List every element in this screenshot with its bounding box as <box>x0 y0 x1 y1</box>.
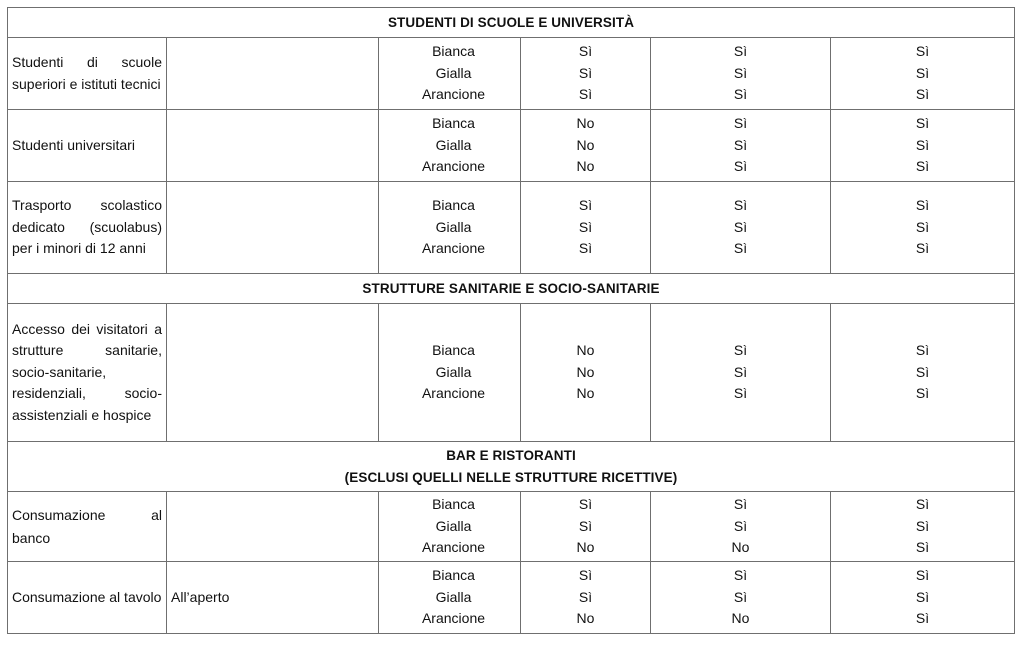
value-text: Sì <box>578 64 593 81</box>
zone-color-label: Gialla <box>435 218 472 235</box>
value-text: No <box>576 363 595 380</box>
zone-cell <box>379 110 521 182</box>
section-title <box>8 274 1015 304</box>
zone-color-label: Gialla <box>435 363 472 380</box>
value-cell <box>831 492 1015 562</box>
row-label: Consumazione al tavolo <box>8 562 167 634</box>
value-text: Sì <box>915 197 930 214</box>
value-text: Sì <box>915 385 930 402</box>
zone-color-label: Bianca <box>432 115 475 132</box>
value-text: No <box>576 115 595 132</box>
row-label: Trasporto scolastico dedicato (scuolabus) per i minori di 12 anni <box>8 182 167 274</box>
value-cell <box>831 110 1015 182</box>
zone-color-label: Gialla <box>435 588 472 605</box>
value-text: Sì <box>915 64 930 81</box>
section-title-line: BAR E RISTORANTI <box>446 448 576 463</box>
value-text: Sì <box>915 342 930 359</box>
zone-color-label: Bianca <box>432 342 475 359</box>
zone-color-label: Bianca <box>432 496 475 513</box>
value-text: Sì <box>733 158 748 175</box>
zone-cell <box>379 182 521 274</box>
value-text: Sì <box>915 517 930 534</box>
rules-table-container <box>7 7 1015 634</box>
value-text: No <box>576 385 595 402</box>
zone-cell <box>379 304 521 442</box>
value-text: Sì <box>578 588 593 605</box>
section-header-row <box>8 8 1015 38</box>
value-cell <box>651 492 831 562</box>
section-header-row <box>8 442 1015 492</box>
value-cell <box>651 562 831 634</box>
value-cell <box>651 110 831 182</box>
value-text: Sì <box>733 342 748 359</box>
value-cell <box>521 182 651 274</box>
row-sub-label <box>167 110 379 182</box>
zone-color-label: Arancione <box>421 240 486 257</box>
row-label: Consumazione al banco <box>8 492 167 562</box>
value-text: Sì <box>733 517 748 534</box>
value-text: Sì <box>733 136 748 153</box>
value-cell <box>521 110 651 182</box>
rules-table <box>7 7 1015 634</box>
value-cell <box>651 38 831 110</box>
value-cell <box>521 38 651 110</box>
value-text: Sì <box>733 218 748 235</box>
value-text: Sì <box>915 539 930 556</box>
section-title <box>8 8 1015 38</box>
value-text: Sì <box>578 567 593 584</box>
zone-color-label: Gialla <box>435 517 472 534</box>
value-text: Sì <box>733 588 748 605</box>
section-title-line: STUDENTI DI SCUOLE E UNIVERSITÀ <box>387 14 635 30</box>
table-row <box>8 492 1015 562</box>
value-text: Sì <box>915 610 930 627</box>
value-text: No <box>576 342 595 359</box>
zone-color-label: Gialla <box>435 136 472 153</box>
value-cell <box>831 562 1015 634</box>
value-text: No <box>576 610 595 627</box>
zone-color-label: Bianca <box>432 567 475 584</box>
value-text: Sì <box>733 385 748 402</box>
value-cell <box>521 562 651 634</box>
value-text: Sì <box>733 86 748 103</box>
zone-color-label: Arancione <box>421 385 486 402</box>
zone-color-label: Arancione <box>421 610 486 627</box>
value-text: Sì <box>915 115 930 132</box>
zone-color-label: Arancione <box>421 158 486 175</box>
value-text: Sì <box>915 567 930 584</box>
value-text: No <box>731 610 750 627</box>
value-cell <box>831 182 1015 274</box>
zone-color-label: Arancione <box>421 539 486 556</box>
row-label: Accesso dei visitatori a strutture sanitarie, socio-sanitarie, residenziali, socio-assistenziali e hospice <box>8 304 167 442</box>
value-text: Sì <box>915 218 930 235</box>
value-text: Sì <box>578 86 593 103</box>
row-label: Studenti universitari <box>8 110 167 182</box>
zone-color-label: Arancione <box>421 86 486 103</box>
value-text: No <box>576 539 595 556</box>
value-text: Sì <box>578 43 593 60</box>
table-row <box>8 304 1015 442</box>
zone-color-label: Gialla <box>435 64 472 81</box>
section-title <box>8 442 1015 492</box>
section-header-row <box>8 274 1015 304</box>
section-title-line: (ESCLUSI QUELLI NELLE STRUTTURE RICETTIVE) <box>344 469 678 485</box>
value-text: Sì <box>733 64 748 81</box>
value-text: Sì <box>915 496 930 513</box>
value-text: No <box>731 539 750 556</box>
value-cell <box>831 38 1015 110</box>
value-text: No <box>576 136 595 153</box>
row-sub-label: All’aperto <box>167 562 379 634</box>
section-title-line: STRUTTURE SANITARIE E SOCIO-SANITARIE <box>362 280 660 296</box>
value-text: Sì <box>915 240 930 257</box>
row-sub-label <box>167 304 379 442</box>
zone-color-label: Bianca <box>432 197 475 214</box>
zone-cell <box>379 38 521 110</box>
value-text: Sì <box>578 517 593 534</box>
row-sub-label <box>167 182 379 274</box>
value-text: Sì <box>915 86 930 103</box>
value-text: Sì <box>733 115 748 132</box>
row-sub-label <box>167 492 379 562</box>
value-text: Sì <box>578 240 593 257</box>
value-text: Sì <box>915 588 930 605</box>
row-sub-label <box>167 38 379 110</box>
value-text: Sì <box>578 218 593 235</box>
value-text: Sì <box>915 136 930 153</box>
row-label: Studenti di scuole superiori e istituti tecnici <box>8 38 167 110</box>
value-text: Sì <box>733 197 748 214</box>
table-row <box>8 38 1015 110</box>
value-text: Sì <box>733 240 748 257</box>
value-cell <box>651 182 831 274</box>
zone-cell <box>379 492 521 562</box>
value-text: No <box>576 158 595 175</box>
value-text: Sì <box>578 197 593 214</box>
zone-color-label: Bianca <box>432 43 475 60</box>
table-row <box>8 562 1015 634</box>
value-cell <box>521 304 651 442</box>
value-cell <box>831 304 1015 442</box>
value-text: Sì <box>578 496 593 513</box>
value-text: Sì <box>915 43 930 60</box>
value-text: Sì <box>733 363 748 380</box>
table-row <box>8 110 1015 182</box>
value-cell <box>521 492 651 562</box>
value-text: Sì <box>915 158 930 175</box>
table-row <box>8 182 1015 274</box>
zone-cell <box>379 562 521 634</box>
value-text: Sì <box>733 496 748 513</box>
value-text: Sì <box>733 567 748 584</box>
value-text: Sì <box>915 363 930 380</box>
value-text: Sì <box>733 43 748 60</box>
value-cell <box>651 304 831 442</box>
